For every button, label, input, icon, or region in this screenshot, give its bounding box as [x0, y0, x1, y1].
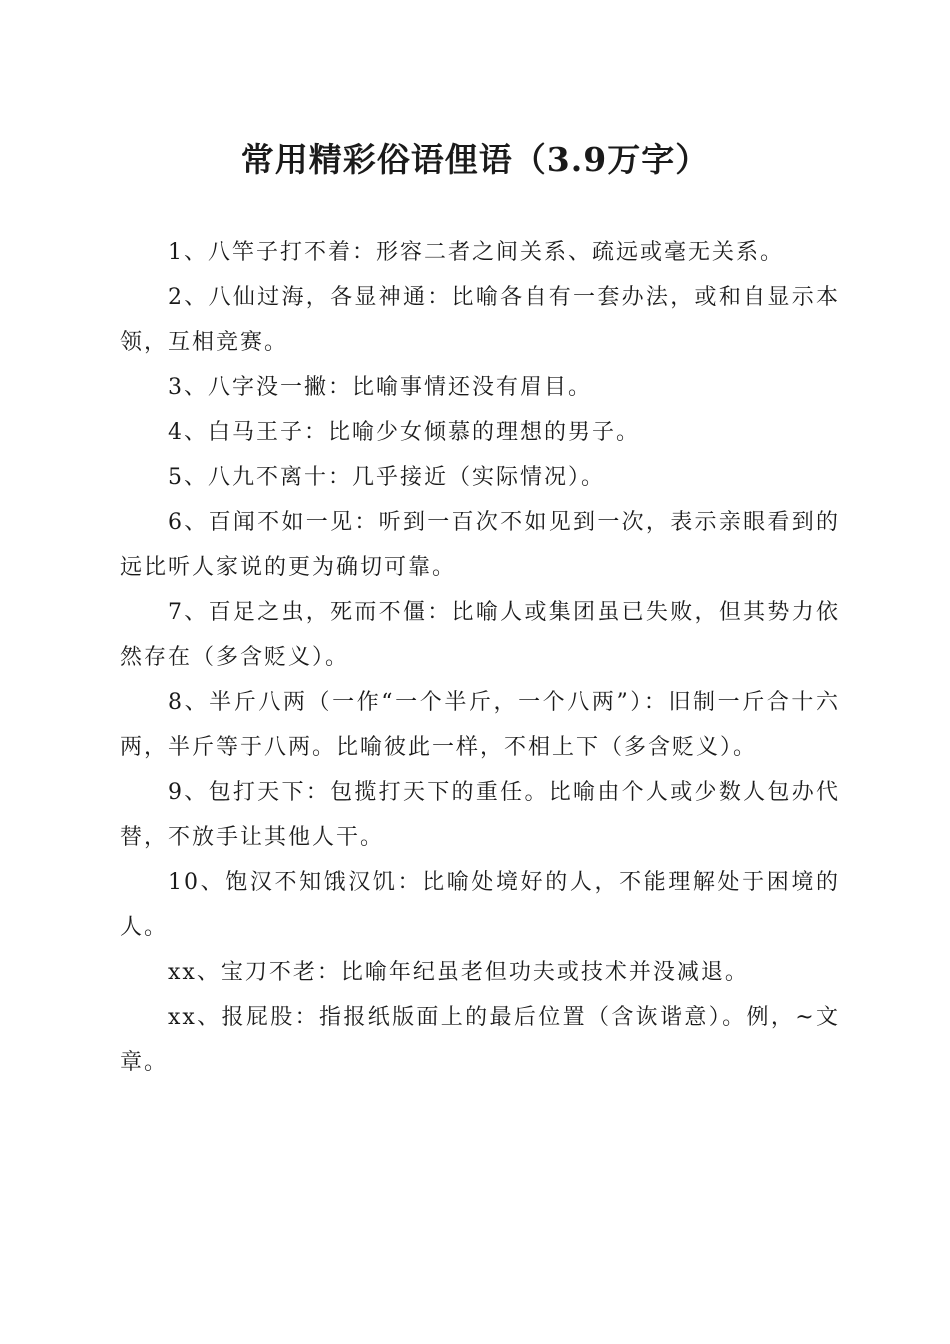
idiom-entry: 4、白马王子：比喻少女倾慕的理想的男子。	[168, 420, 640, 445]
idiom-entry: 1、八竿子打不着：形容二者之间关系、疏远或毫无关系。	[168, 240, 784, 265]
idiom-entry: 9、包打天下：包揽打天下的重任。比喻由个人或少数人包办代替，不放手让其他人干。	[120, 780, 840, 850]
idiom-entry: 6、百闻不如一见：听到一百次不如见到一次，表示亲眼看到的远比听人家说的更为确切可靠。	[120, 510, 840, 580]
document-body	[120, 230, 840, 1085]
idiom-entry: 10、饱汉不知饿汉饥：比喻处境好的人，不能理解处于困境的人。	[120, 870, 840, 940]
page-title: 常用精彩俗语俚语（3.9万字）	[240, 140, 710, 179]
idiom-entry: 5、八九不离十：几乎接近（实际情况）。	[168, 465, 605, 490]
idiom-entry: 8、半斤八两（一作“一个半斤，一个八两”）：旧制一斤合十六两，半斤等于八两。比喻彼此一样，不相上下（多含贬义）。	[120, 690, 840, 760]
idiom-entry: xx、报屁股：指报纸版面上的最后位置（含诙谐意）。例，~文章。	[120, 1005, 841, 1075]
idiom-entry: 7、百足之虫，死而不僵：比喻人或集团虽已失败，但其势力依然存在（多含贬义）。	[120, 600, 840, 670]
idiom-entry: 3、八字没一撇：比喻事情还没有眉目。	[168, 375, 592, 400]
idiom-entry: 2、八仙过海，各显神通：比喻各自有一套办法，或和自显示本领，互相竞赛。	[120, 285, 840, 355]
idiom-entry: xx、宝刀不老：比喻年纪虽老但功夫或技术并没减退。	[168, 960, 749, 985]
